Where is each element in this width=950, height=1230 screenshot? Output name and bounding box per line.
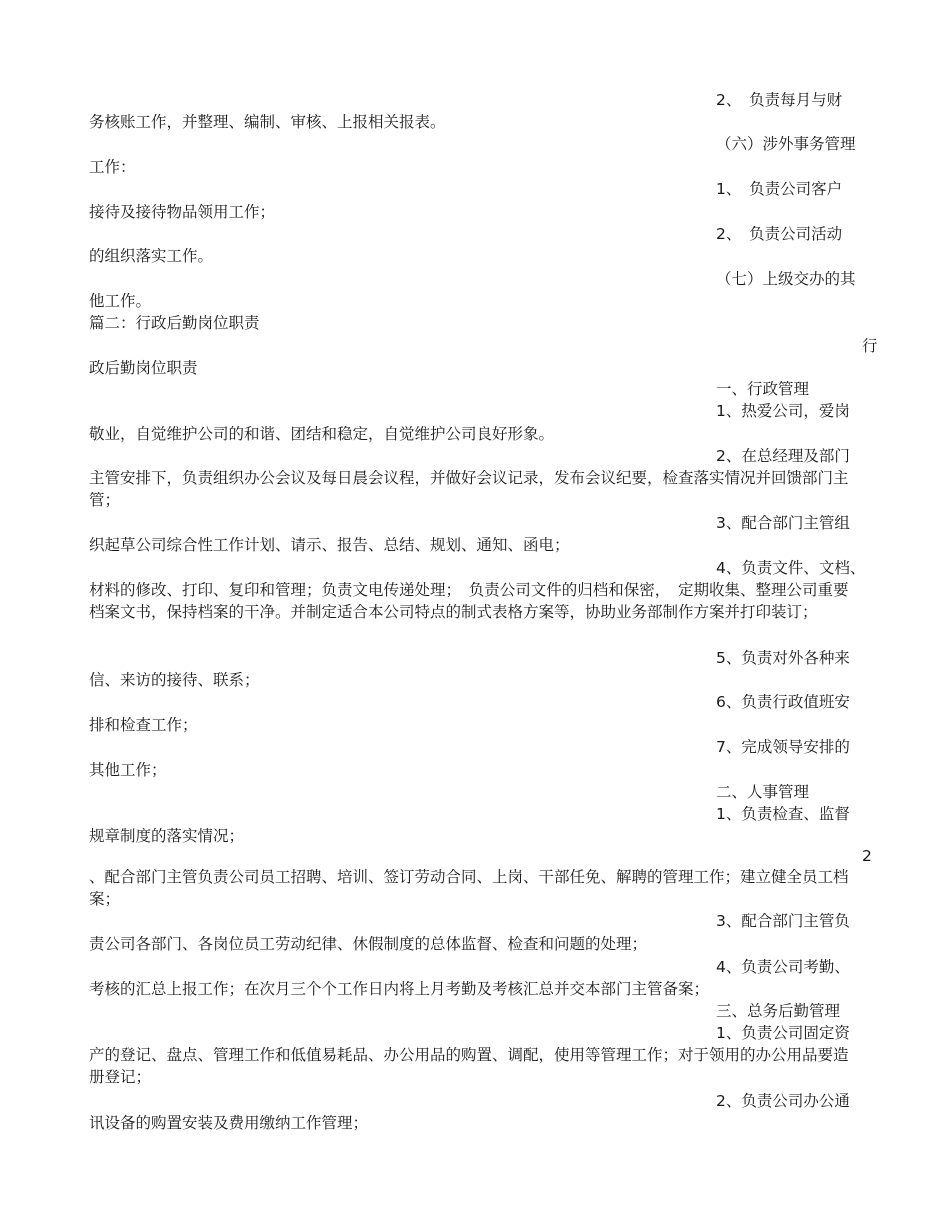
section-heading: （七）上级交办的其 [716,270,856,288]
paragraph: 产的登记、盘点、管理工作和低值易耗品、办公用品的购置、调配，使用等管理工作；对于领用的办公用品要造册登记； [89,1046,849,1086]
paragraph: 材料的修改、打印、复印和管理；负责文电传递处理； 负责公司文件的归档和保密， 定期收集、整理公司重要档案文书，保持档案的干净。并制定适合本公司特点的制式表格方案等，协助业务部制作方案并打印装订； [89,581,849,621]
text-line: 1、 负责公司客户 [716,180,843,198]
text-line: 其他工作； [89,761,167,779]
text-line: 1、负责检查、监督 [716,805,850,823]
text-line: 织起草公司综合性工作计划、请示、报告、总结、规划、通知、函电； [89,536,570,554]
text-line: 3、配合部门主管组 [716,514,850,532]
list-number: 2 [862,847,872,865]
text-line: 6、负责行政值班安 [716,693,850,711]
section-heading: 一、行政管理 [716,380,810,398]
document-title: 篇二：行政后勤岗位职责 [89,314,260,332]
text-line: 2、 负责公司活动 [716,225,843,243]
text-line: 规章制度的落实情况； [89,827,245,845]
text-line: 7、完成领导安排的 [716,738,850,756]
text-line: 考核的汇总上报工作；在次月三个个工作日内将上月考勤及考核汇总并交本部门主管备案； [89,980,710,998]
text-line: 5、负责对外各种来 [716,649,850,667]
text-line: 排和检查工作； [89,716,198,734]
section-heading: 三、总务后勤管理 [716,1002,841,1020]
text-line: 他工作。 [89,292,152,310]
text-line: 工作： [89,158,136,176]
text-line: 4、负责公司考勤、 [716,958,850,976]
text-line: 讯设备的购置安装及费用缴纳工作管理； [89,1114,369,1132]
text-line: 的组织落实工作。 [89,247,214,265]
section-heading: （六）涉外事务管理 [716,135,856,153]
text-line: 2、 负责每月与财 [716,91,843,109]
section-heading: 二、人事管理 [716,783,810,801]
text-line: 1、热爱公司，爱岗 [716,402,850,420]
text-line: 4、负责文件、文档、 [716,559,866,577]
text-line: 政后勤岗位职责 [89,359,198,377]
text-line: 信、来访的接待、联系； [89,671,260,689]
text-line: 2、负责公司办公通 [716,1092,850,1110]
text-line: 2、在总经理及部门 [716,447,850,465]
text-line: 敬业，自觉维护公司的和谐、团结和稳定，自觉维护公司良好形象。 [89,425,555,443]
paragraph: 、配合部门主管负责公司员工招聘、培训、签订劳动合同、上岗、干部任免、解聘的管理工作；建立健全员工档案； [89,868,849,908]
text-line: 3、配合部门主管负 [716,912,850,930]
text-line: 1、负责公司固定资 [716,1024,850,1042]
paragraph: 主管安排下，负责组织办公会议及每日晨会议程，并做好会议记录，发布会议纪要，检查落实情况并回馈部门主管； [89,469,849,509]
text-line: 责公司各部门、各岗位员工劳动纪律、休假制度的总体监督、检查和问题的处理； [89,935,648,953]
text-line: 务核账工作，并整理、编制、审核、上报相关报表。 [89,113,446,131]
text-line: 行 [862,337,878,355]
text-line: 接待及接待物品领用工作； [89,203,276,221]
